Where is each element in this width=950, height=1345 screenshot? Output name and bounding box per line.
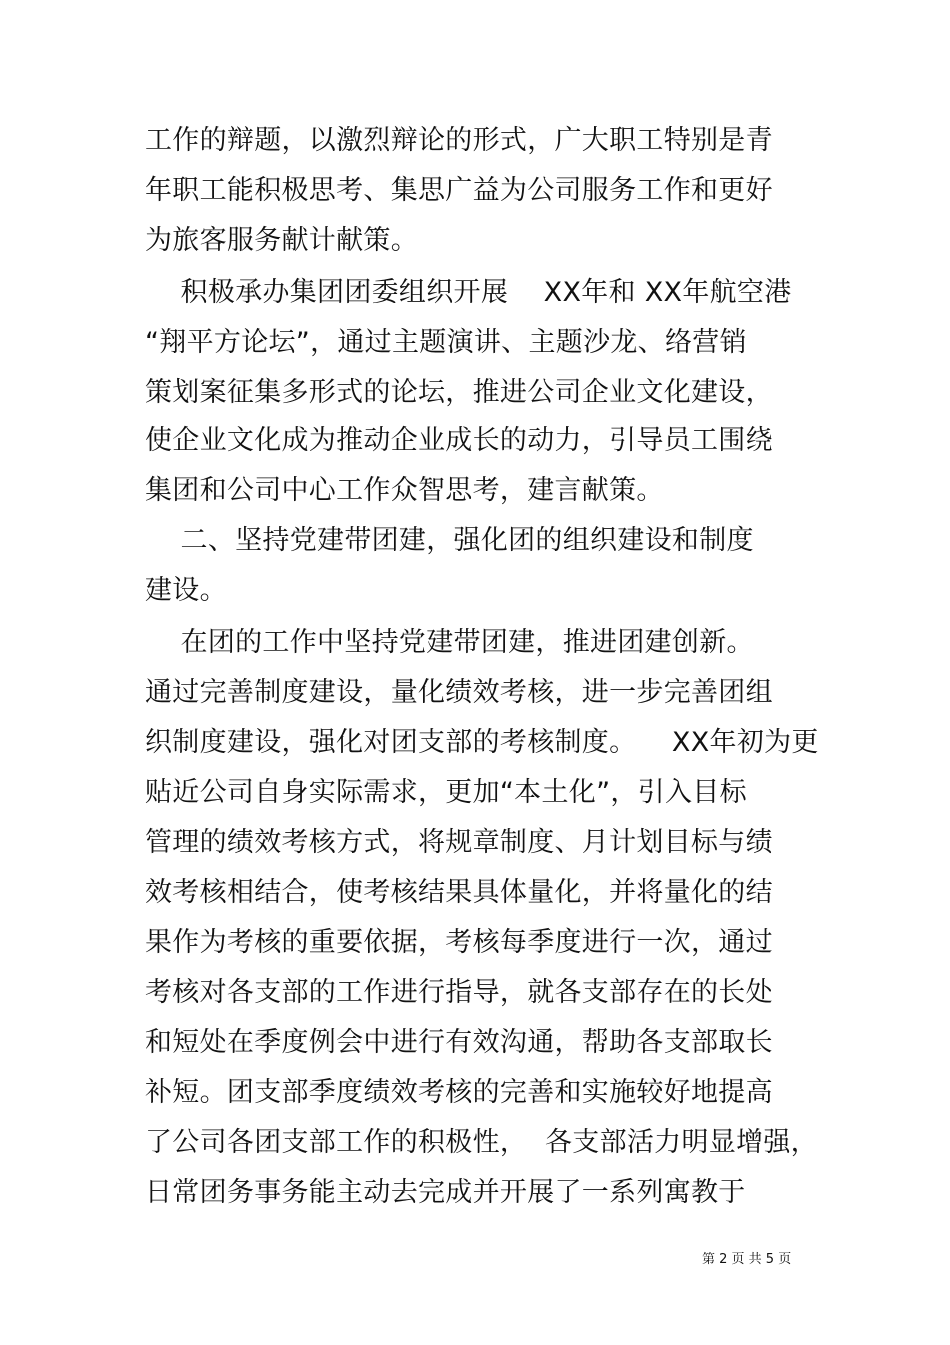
text-line: 通过完善制度建设，量化绩效考核，进一步完善团组 <box>145 677 773 708</box>
text-line: 日常团务事务能主动去完成并开展了一系列寓教于 <box>145 1177 746 1208</box>
text-line: 集团和公司中心工作众智思考，建言献策。 <box>145 475 664 506</box>
text-line: 年职工能积极思考、集思广益为公司服务工作和更好 <box>145 175 773 206</box>
text-line: 果作为考核的重要依据，考核每季度进行一次，通过 <box>145 927 773 958</box>
text-line: 贴近公司自身实际需求，更加“本土化”，引入目标 <box>145 777 747 808</box>
text-line: 补短。团支部季度绩效考核的完善和实施较好地提高 <box>145 1077 773 1108</box>
text-line: 在团的工作中坚持党建带团建，推进团建创新。 <box>145 627 754 658</box>
text-line: 管理的绩效考核方式，将规章制度、月计划目标与绩 <box>145 827 773 858</box>
section-heading: 建设。 <box>145 575 227 606</box>
text-line: 和短处在季度例会中进行有效沟通，帮助各支部取长 <box>145 1027 773 1058</box>
text-line: “翔平方论坛”，通过主题演讲、主题沙龙、络营销 <box>145 327 747 358</box>
text-line: 工作的辩题，以激烈辩论的形式，广大职工特别是青 <box>145 125 773 156</box>
text-line: 织制度建设，强化对团支部的考核制度。 XX年初为更 <box>145 727 819 758</box>
text-line: 效考核相结合，使考核结果具体量化，并将量化的结 <box>145 877 773 908</box>
text-line: 了公司各团支部工作的积极性， 各支部活力明显增强， <box>145 1127 818 1158</box>
text-line: 使企业文化成为推动企业成长的动力，引导员工围绕 <box>145 425 773 456</box>
text-line: 积极承办集团团委组织开展 XX年和 XX年航空港 <box>145 277 792 308</box>
text-line: 为旅客服务献计献策。 <box>145 225 418 256</box>
section-heading: 二、坚持党建带团建，强化团的组织建设和制度 <box>145 525 754 556</box>
page-number-footer: 第 2 页 共 5 页 <box>702 1252 792 1267</box>
text-line: 策划案征集多形式的论坛，推进公司企业文化建设， <box>145 377 773 408</box>
text-line: 考核对各支部的工作进行指导，就各支部存在的长处 <box>145 977 773 1008</box>
